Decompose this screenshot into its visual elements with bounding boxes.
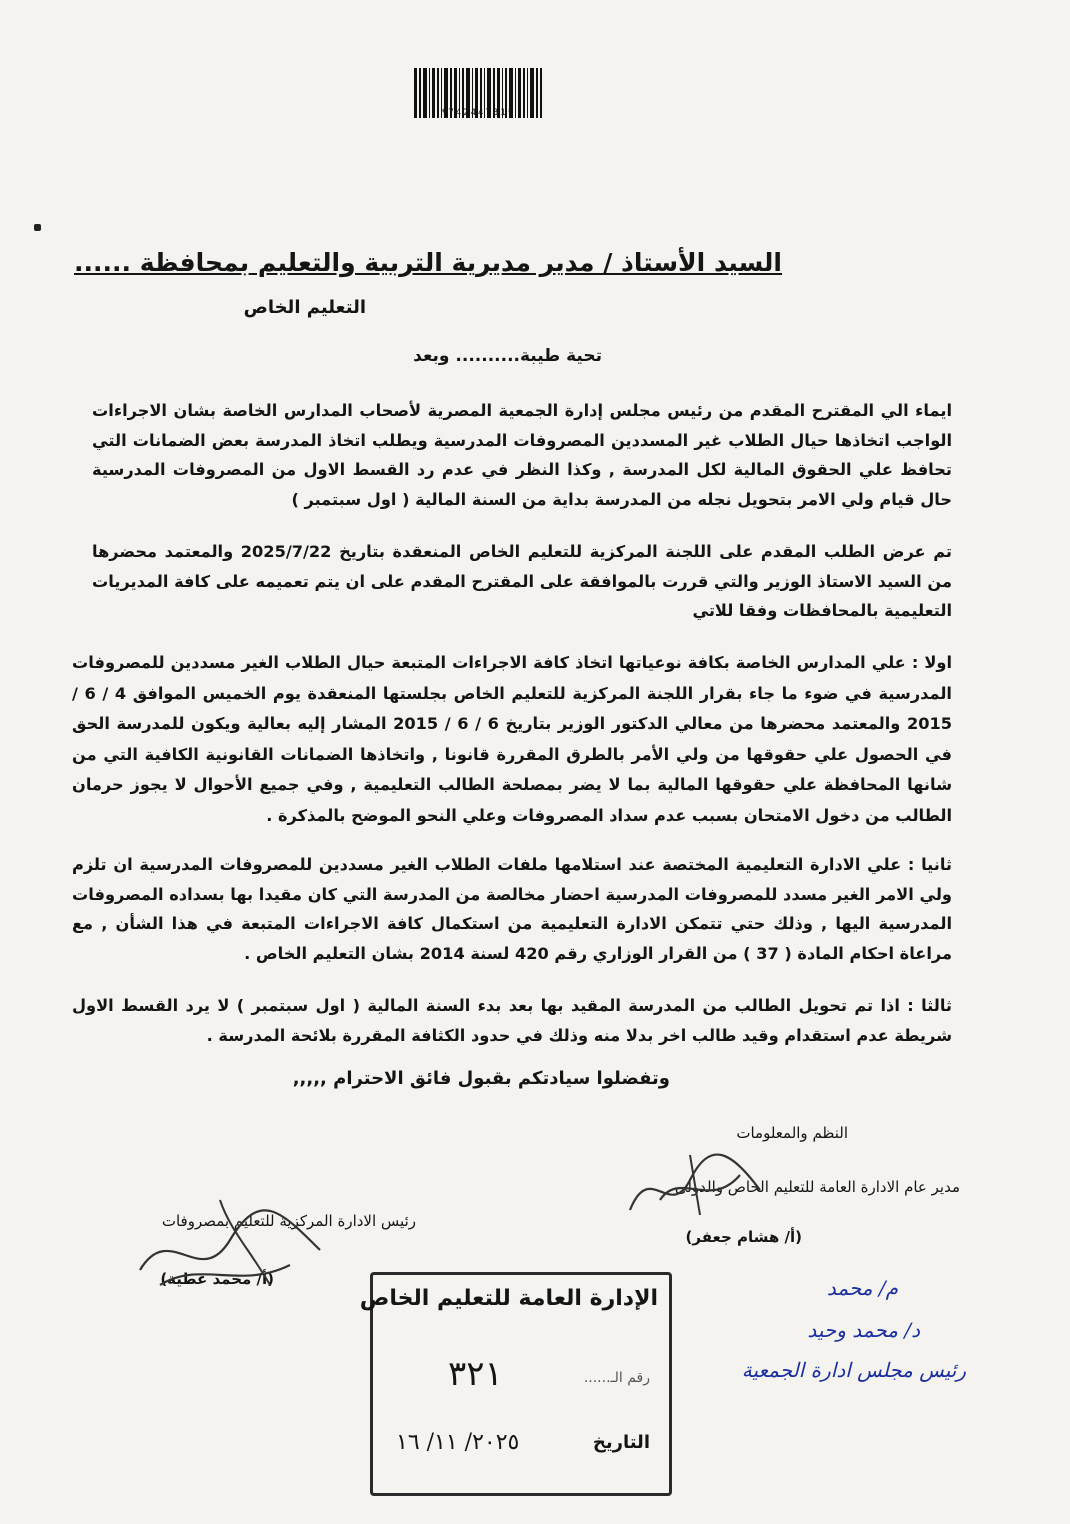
director-signature	[620, 1140, 770, 1230]
scan-mark	[34, 224, 41, 231]
greeting: تحية طيبة.......... وبعد	[413, 346, 602, 366]
barcode-number: *74244731*	[440, 108, 516, 118]
item-third	[72, 991, 952, 1050]
intro-paragraph: ايماء الي المقترح المقدم من رئيس مجلس إدارة الجمعية المصرية لأصحاب المدارس الخاصة بشان الاجراءات الواجب اتخاذها حيال الطلاب غير المسددين المصروفات المدرسية ويطلب اتخاذ المدرسة بعض الضمانات التي تحافظ علي الحقوق المالية لكل المدرسة , وكذا النظر في عدم رد القسط الاول من المصروفات المدرسية حال قيام ولي الامر بتحويل نجله من المدرسة بداية من السنة المالية ( اول سبتمبر )	[92, 401, 952, 509]
handnote-line-1: م/ محمد	[826, 1276, 898, 1300]
stamp-date: ٢٠٢٥/ ١١/ ١٦	[396, 1430, 520, 1455]
incoming-stamp	[359, 1272, 670, 1494]
central-title: رئيس الادارة المركزية للتعليم بمصروفات	[161, 1212, 416, 1230]
stamp-number-label: رقم الـ......	[583, 1370, 650, 1386]
stamp-date-label: التاريخ	[592, 1432, 650, 1453]
item-second-label: ثانيا :	[907, 855, 953, 874]
central-name: (أ/ محمد عطية)	[160, 1270, 274, 1288]
director-name: (أ/ هشام جعفر)	[685, 1228, 802, 1246]
committee-paragraph: تم عرض الطلب المقدم على اللجنة المركزية للتعليم الخاص المنعقدة بتاريخ 2025/7/22 والمعتمد محضرها من السيد الاستاذ الوزير والتي قررت بالموافقة على المقترح المقدم على ان يتم تعميمه على كافة المديريات التعليمية بالمحافظات وفقا للاتي	[92, 542, 952, 620]
central-signature	[130, 1190, 330, 1300]
item-third-text: اذا تم تحويل الطالب من المدرسة المقيد بها بعد بدء السنة المالية ( اول سبتمبر ) لا يرد القسط الاول شريطة عدم استقدام وقيد طالب اخر بدلا منه وذلك في حدود الكثافة المقررة بلائحة المدرسة .	[72, 996, 952, 1045]
closing-line: وتفضلوا سيادتكم بقبول فائق الاحترام ,,,,,	[292, 1068, 670, 1089]
item-first-text: علي المدارس الخاصة بكافة نوعياتها اتخاذ كافة الاجراءات المتبعة حيال الطلاب الغير مسددين للمصروفات المدرسية في ضوء ما جاء بقرار اللجنة المركزية للتعليم الخاص بجلستها المنعقدة يوم الخميس الموافق 4 / 6 / 2015 والمعتمد محضرها من معالي الدكتور الوزير بتاريخ 6 / 6 / 2015 المشار إليه بعالية ويكون للمدرسة الحق في الحصول علي حقوقها من ولي الأمر بالطرق المقررة قانونا , واتخاذها الضمانات القانونية الكافية التي من شانها المحافظة علي حقوقها المالية بما لا يضر بمصلحة الطالب التعليمية , وفي جميع الأحوال لا يجوز حرمان الطالب من دخول الامتحان بسبب عدم سداد المصروفات وعلي النحو الموضح بالمذكرة .	[72, 653, 953, 825]
director-title: مدير عام الادارة العامة للتعليم الخاص والدولى	[674, 1178, 960, 1196]
handnote-line-3: رئيس مجلس ادارة الجمعية	[741, 1358, 966, 1382]
item-second-text: علي الادارة التعليمية المختصة عند استلامها ملفات الطلاب الغير مسددين للمصروفات المدرسية ان تلزم ولي الامر الغير مسدد للمصروفات المدرسية احضار مخالصة من المدرسة التي كان مقيدا بها بسداده المصروفات المدرسية اليها , وذلك حتي تتمكن الادارة التعليمية من استكمال كافة الاجراءات المتبعة في هذا الشأن , مع مراعاة احكام المادة ( 37 ) من القرار الوزاري رقم 420 لسنة 2014 بشان التعليم الخاص .	[72, 855, 952, 963]
item-first	[72, 648, 952, 831]
addressee-heading: السيد الأستاذ / مدير مديرية التربية والتعليم بمحافظة ......	[74, 248, 782, 277]
handnote-line-2: د/ محمد وحيد	[807, 1318, 920, 1342]
stamp-title: الإدارة العامة للتعليم الخاص	[359, 1286, 658, 1311]
stamp-number: ٣٢١	[448, 1354, 503, 1394]
item-third-label: ثالثا :	[907, 996, 953, 1015]
department-heading: التعليم الخاص	[243, 297, 366, 318]
item-first-label: اولا :	[911, 653, 953, 672]
systems-label: النظم والمعلومات	[736, 1124, 848, 1142]
item-second	[72, 850, 952, 968]
